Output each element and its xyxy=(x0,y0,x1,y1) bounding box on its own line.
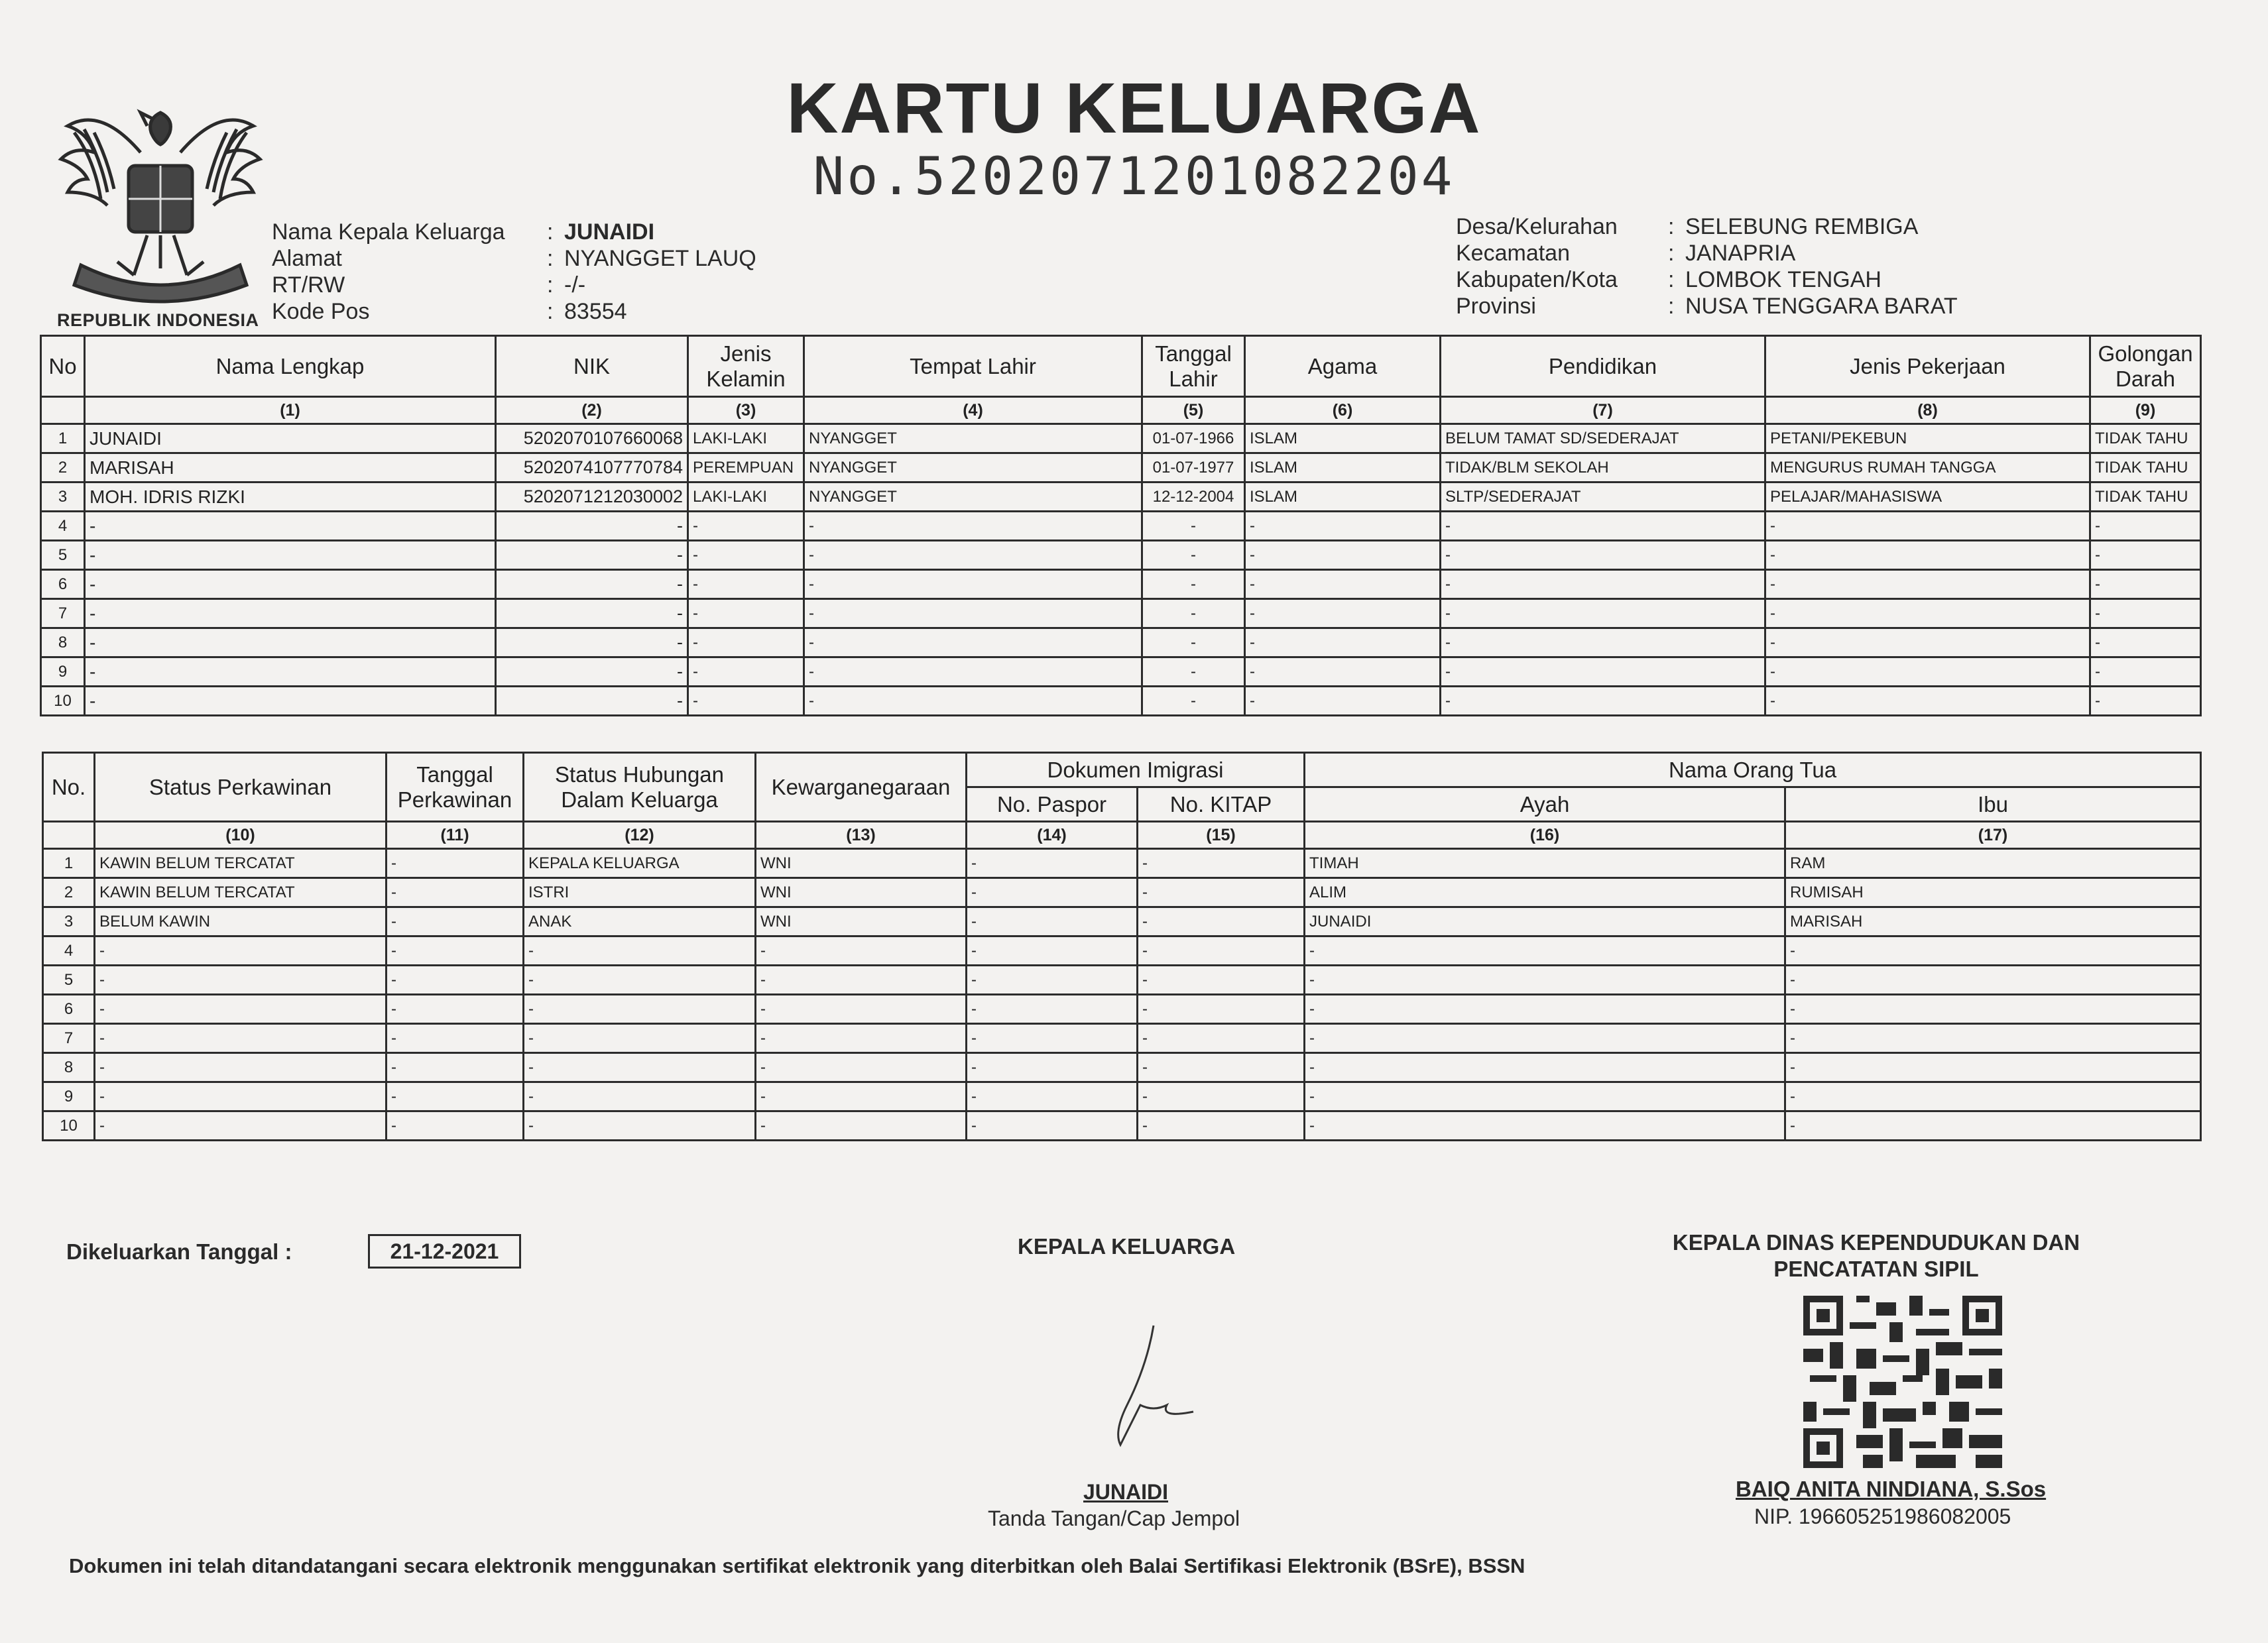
family-status-table xyxy=(42,752,2202,1141)
table-cell: - xyxy=(1245,657,1441,687)
info-value: SELEBUNG REMBIGA xyxy=(1685,214,1919,239)
table-cell: SLTP/SEDERAJAT xyxy=(1441,482,1765,512)
signature-caption: Tanda Tangan/Cap Jempol xyxy=(988,1506,1240,1530)
table-cell: ISLAM xyxy=(1245,424,1441,453)
column-number: (15) xyxy=(1138,822,1305,849)
table-cell: - xyxy=(496,657,688,687)
table-cell: - xyxy=(1305,1024,1785,1053)
table-cell: - xyxy=(1142,541,1245,570)
table-cell: PETANI/PEKEBUN xyxy=(1765,424,2090,453)
table-cell: - xyxy=(756,936,967,966)
column-header: Pendidikan xyxy=(1441,336,1765,397)
table-cell: - xyxy=(1138,907,1305,936)
table-cell: - xyxy=(85,570,496,599)
info-label: Kecamatan xyxy=(1456,241,1570,266)
table-cell: 9 xyxy=(41,657,85,687)
table-row xyxy=(41,657,2201,687)
table-cell: PEREMPUAN xyxy=(688,453,804,482)
column-number: (14) xyxy=(967,822,1138,849)
table-cell: TIDAK/BLM SEKOLAH xyxy=(1441,453,1765,482)
info-label: Desa/Kelurahan xyxy=(1456,214,1618,239)
table-cell: - xyxy=(804,512,1142,541)
column-number: (13) xyxy=(756,822,967,849)
table-cell: 2 xyxy=(43,878,95,907)
column-number: (4) xyxy=(804,397,1142,424)
table-cell: - xyxy=(387,1024,524,1053)
official-title-line: KEPALA DINAS KEPENDUDUKAN DAN xyxy=(1672,1230,2080,1255)
table-cell: - xyxy=(804,657,1142,687)
table-cell: - xyxy=(95,995,387,1024)
table-cell: - xyxy=(85,541,496,570)
table-cell: - xyxy=(804,599,1142,628)
table-cell: 6 xyxy=(43,995,95,1024)
table-cell: - xyxy=(1785,966,2201,995)
official-nip: NIP. 196605251986082005 xyxy=(1754,1504,2011,1528)
table-row xyxy=(43,936,2201,966)
table-cell: - xyxy=(1142,657,1245,687)
table-cell: 4 xyxy=(41,512,85,541)
table-cell: - xyxy=(688,628,804,657)
table-cell: - xyxy=(1138,849,1305,878)
table-cell: - xyxy=(1441,512,1765,541)
table-cell: - xyxy=(95,1024,387,1053)
table-cell: 8 xyxy=(43,1053,95,1082)
table-cell: - xyxy=(2090,687,2201,716)
column-number: (1) xyxy=(85,397,496,424)
column-number: (6) xyxy=(1245,397,1441,424)
info-value: -/- xyxy=(564,272,586,298)
head-of-family-title: KEPALA KELUARGA xyxy=(1018,1234,1236,1259)
table-cell: - xyxy=(967,1111,1138,1141)
table-cell: NYANGGET xyxy=(804,482,1142,512)
household-info-right xyxy=(1456,213,1958,319)
column-number: (2) xyxy=(496,397,688,424)
table-cell: 01-07-1966 xyxy=(1142,424,1245,453)
table-cell: WNI xyxy=(756,849,967,878)
table-cell: - xyxy=(1142,599,1245,628)
info-label: RT/RW xyxy=(272,272,345,298)
table-cell: - xyxy=(95,936,387,966)
table-cell: MENGURUS RUMAH TANGGA xyxy=(1765,453,2090,482)
info-label: Provinsi xyxy=(1456,294,1536,319)
head-of-family-name: JUNAIDI xyxy=(1083,1480,1169,1504)
table-cell: - xyxy=(688,512,804,541)
table-cell: BELUM TAMAT SD/SEDERAJAT xyxy=(1441,424,1765,453)
table-row xyxy=(41,541,2201,570)
table-cell: MARISAH xyxy=(1785,907,2201,936)
table-cell: - xyxy=(524,995,756,1024)
table-cell: 7 xyxy=(41,599,85,628)
column-number: (11) xyxy=(387,822,524,849)
table-cell: - xyxy=(85,657,496,687)
table-cell: TIDAK TAHU xyxy=(2090,453,2201,482)
table-row xyxy=(41,424,2201,453)
table-row xyxy=(43,907,2201,936)
emblem-caption: REPUBLIK INDONESIA xyxy=(57,310,259,330)
official-title-line: PENCATATAN SIPIL xyxy=(1773,1257,1979,1281)
table-cell: - xyxy=(1765,599,2090,628)
table-cell: - xyxy=(524,1082,756,1111)
table-row xyxy=(41,453,2201,482)
table-row xyxy=(43,1053,2201,1082)
info-row-province: Provinsi : NUSA TENGGARA BARAT xyxy=(1456,294,1958,319)
table-cell: - xyxy=(967,907,1138,936)
table-row xyxy=(41,628,2201,657)
table-cell: - xyxy=(1245,628,1441,657)
info-row-village: Desa/Kelurahan : SELEBUNG REMBIGA xyxy=(1456,214,1919,239)
table-cell: - xyxy=(496,628,688,657)
table-cell: - xyxy=(1138,1111,1305,1141)
column-header: Jenis Pekerjaan xyxy=(1765,336,2090,397)
table-cell: - xyxy=(1441,541,1765,570)
column-header: Ayah xyxy=(1305,787,1785,822)
table-cell: - xyxy=(967,936,1138,966)
table-cell: - xyxy=(496,512,688,541)
table-cell: - xyxy=(2090,657,2201,687)
info-value: 83554 xyxy=(564,299,627,324)
table-cell: - xyxy=(1245,512,1441,541)
family-card-number: No.5202071201082204 xyxy=(813,147,1455,207)
table-cell: - xyxy=(85,687,496,716)
table-cell: - xyxy=(688,687,804,716)
column-header: NIK xyxy=(496,336,688,397)
table-cell: - xyxy=(496,541,688,570)
table-cell: - xyxy=(95,1082,387,1111)
column-number-row xyxy=(41,397,2201,424)
table-cell: - xyxy=(1138,878,1305,907)
table-cell: - xyxy=(1138,936,1305,966)
info-label: Alamat xyxy=(272,246,342,271)
info-value: JUNAIDI xyxy=(564,219,655,245)
table-cell: - xyxy=(1138,1053,1305,1082)
column-header: Tempat Lahir xyxy=(804,336,1142,397)
table-cell: - xyxy=(804,570,1142,599)
table-cell: - xyxy=(1765,687,2090,716)
table-cell: - xyxy=(804,541,1142,570)
table-cell: - xyxy=(1765,512,2090,541)
table-cell: - xyxy=(387,878,524,907)
table-cell: 9 xyxy=(43,1082,95,1111)
table-cell: - xyxy=(1441,628,1765,657)
table-cell: LAKI-LAKI xyxy=(688,424,804,453)
table-cell: TIMAH xyxy=(1305,849,1785,878)
table-cell: - xyxy=(496,599,688,628)
table-cell: - xyxy=(967,966,1138,995)
table-row xyxy=(43,849,2201,878)
column-number: (3) xyxy=(688,397,804,424)
table-cell: - xyxy=(688,570,804,599)
column-header: No. xyxy=(43,753,95,822)
table-cell: - xyxy=(95,1111,387,1141)
table-cell: 8 xyxy=(41,628,85,657)
column-header: Tanggal Perkawinan xyxy=(387,753,524,822)
table-cell: - xyxy=(967,1082,1138,1111)
table-cell: - xyxy=(688,599,804,628)
issued-date-value: 21-12-2021 xyxy=(368,1234,521,1269)
table-cell: 4 xyxy=(43,936,95,966)
table-cell: - xyxy=(496,570,688,599)
table-cell: - xyxy=(1138,995,1305,1024)
column-header: No. KITAP xyxy=(1138,787,1305,822)
table-cell: KAWIN BELUM TERCATAT xyxy=(95,849,387,878)
table-cell: - xyxy=(387,936,524,966)
table-cell: 1 xyxy=(41,424,85,453)
table-cell: - xyxy=(1305,936,1785,966)
table-cell: - xyxy=(85,628,496,657)
official-title xyxy=(1671,1229,2082,1282)
table-cell: - xyxy=(1245,599,1441,628)
table-cell: ISTRI xyxy=(524,878,756,907)
column-header: Status Perkawinan xyxy=(95,753,387,822)
table-cell: - xyxy=(1305,995,1785,1024)
table-cell: - xyxy=(1245,570,1441,599)
table-cell: ALIM xyxy=(1305,878,1785,907)
table-header-row xyxy=(43,753,2201,787)
table-cell: 10 xyxy=(43,1111,95,1141)
table-cell: - xyxy=(95,966,387,995)
table-cell: NYANGGET xyxy=(804,453,1142,482)
table-row xyxy=(41,482,2201,512)
table-cell: 1 xyxy=(43,849,95,878)
info-row-postal-code: Kode Pos : 83554 xyxy=(272,299,627,324)
table-cell: KEPALA KELUARGA xyxy=(524,849,756,878)
table-cell: - xyxy=(387,907,524,936)
table-cell: - xyxy=(2090,570,2201,599)
table-cell: - xyxy=(524,1024,756,1053)
table-cell: - xyxy=(804,687,1142,716)
table-cell: - xyxy=(1785,995,2201,1024)
table-cell: 5202071212030002 xyxy=(496,482,688,512)
table-cell: TIDAK TAHU xyxy=(2090,482,2201,512)
table-cell: - xyxy=(85,512,496,541)
table-row xyxy=(43,878,2201,907)
table-cell: - xyxy=(524,966,756,995)
table-cell: - xyxy=(756,966,967,995)
table-cell: - xyxy=(1785,936,2201,966)
info-row-district: Kecamatan : JANAPRIA xyxy=(1456,241,1796,266)
info-value: NUSA TENGGARA BARAT xyxy=(1685,294,1958,319)
column-header: Agama xyxy=(1245,336,1441,397)
info-row-head-of-family: Nama Kepala Keluarga : JUNAIDI xyxy=(272,219,655,245)
electronic-signature-disclaimer: Dokumen ini telah ditandatangani secara elektronik menggunakan sertifikat elektronik yang diterbitkan oleh Balai Sertifikasi Elektronik (BSrE), BSSN xyxy=(69,1554,1525,1577)
table-cell: JUNAIDI xyxy=(85,424,496,453)
table-row xyxy=(41,570,2201,599)
table-cell: - xyxy=(1765,628,2090,657)
column-header: Status Hubungan Dalam Keluarga xyxy=(524,753,756,822)
table-cell: - xyxy=(2090,599,2201,628)
table-cell: - xyxy=(95,1053,387,1082)
table-cell: - xyxy=(1305,966,1785,995)
table-cell: - xyxy=(688,657,804,687)
table-cell: 5 xyxy=(41,541,85,570)
column-header: Ibu xyxy=(1785,787,2201,822)
column-header: Jenis Kelamin xyxy=(688,336,804,397)
table-cell: BELUM KAWIN xyxy=(95,907,387,936)
document-title: KARTU KELUARGA xyxy=(786,68,1482,148)
family-members-table xyxy=(40,335,2202,716)
column-header: No. Paspor xyxy=(967,787,1138,822)
table-cell: - xyxy=(1441,657,1765,687)
table-cell: - xyxy=(756,1082,967,1111)
table-cell: - xyxy=(1441,599,1765,628)
table-cell: - xyxy=(2090,628,2201,657)
table-cell: - xyxy=(1142,687,1245,716)
table-cell: 5 xyxy=(43,966,95,995)
table-cell: 3 xyxy=(43,907,95,936)
info-value: LOMBOK TENGAH xyxy=(1685,267,1881,292)
handwritten-signature-icon xyxy=(1101,1319,1200,1451)
table-cell: - xyxy=(524,1111,756,1141)
table-cell: - xyxy=(967,878,1138,907)
table-cell: - xyxy=(524,936,756,966)
table-row xyxy=(43,1082,2201,1111)
table-cell: RAM xyxy=(1785,849,2201,878)
column-header: Nama Lengkap xyxy=(85,336,496,397)
table-row xyxy=(41,512,2201,541)
table-cell: 10 xyxy=(41,687,85,716)
table-cell: - xyxy=(1785,1053,2201,1082)
column-number: (17) xyxy=(1785,822,2201,849)
table-row xyxy=(43,966,2201,995)
table-cell: ISLAM xyxy=(1245,453,1441,482)
column-number-row xyxy=(43,822,2201,849)
table-cell: - xyxy=(1765,570,2090,599)
official-name: BAIQ ANITA NINDIANA, S.Sos xyxy=(1736,1477,2047,1501)
table-cell: - xyxy=(1138,1082,1305,1111)
issued-date-label: Dikeluarkan Tanggal : xyxy=(66,1239,292,1264)
table-cell: 2 xyxy=(41,453,85,482)
info-label: Kode Pos xyxy=(272,299,370,324)
table-cell: 5202070107660068 xyxy=(496,424,688,453)
info-label: Kabupaten/Kota xyxy=(1456,267,1618,292)
table-cell: - xyxy=(1138,1024,1305,1053)
column-header: No xyxy=(41,336,85,397)
table-cell: - xyxy=(496,687,688,716)
info-value: NYANGGET LAUQ xyxy=(564,246,756,271)
table-cell: LAKI-LAKI xyxy=(688,482,804,512)
column-group-header: Nama Orang Tua xyxy=(1305,753,2201,787)
table-row xyxy=(41,687,2201,716)
table-cell: - xyxy=(387,966,524,995)
table-cell: TIDAK TAHU xyxy=(2090,424,2201,453)
table-cell: - xyxy=(756,1053,967,1082)
info-label: Nama Kepala Keluarga xyxy=(272,219,505,245)
table-cell: 5202074107770784 xyxy=(496,453,688,482)
table-row xyxy=(41,599,2201,628)
table-header-row xyxy=(41,336,2201,397)
table-cell: - xyxy=(967,849,1138,878)
table-row xyxy=(43,1024,2201,1053)
table-cell: 7 xyxy=(43,1024,95,1053)
table-cell: - xyxy=(1785,1024,2201,1053)
household-info-left xyxy=(272,219,756,325)
table-cell: - xyxy=(1765,541,2090,570)
table-cell: - xyxy=(1245,687,1441,716)
table-cell: - xyxy=(1142,628,1245,657)
table-cell: KAWIN BELUM TERCATAT xyxy=(95,878,387,907)
table-cell: 12-12-2004 xyxy=(1142,482,1245,512)
table-cell: 3 xyxy=(41,482,85,512)
table-cell: - xyxy=(387,995,524,1024)
column-header: Golongan Darah xyxy=(2090,336,2201,397)
column-group-header: Dokumen Imigrasi xyxy=(967,753,1305,787)
column-number: (8) xyxy=(1765,397,2090,424)
table-cell: - xyxy=(2090,512,2201,541)
table-cell: - xyxy=(1785,1111,2201,1141)
table-cell: - xyxy=(1785,1082,2201,1111)
table-cell: - xyxy=(1138,966,1305,995)
column-number: (10) xyxy=(95,822,387,849)
table-cell: - xyxy=(967,995,1138,1024)
table-cell: - xyxy=(85,599,496,628)
table-cell: - xyxy=(1305,1053,1785,1082)
table-row xyxy=(43,995,2201,1024)
table-cell: - xyxy=(756,1111,967,1141)
column-number: (12) xyxy=(524,822,756,849)
column-header: Tanggal Lahir xyxy=(1142,336,1245,397)
table-cell: - xyxy=(967,1053,1138,1082)
table-cell: - xyxy=(387,1053,524,1082)
table-cell: - xyxy=(688,541,804,570)
table-cell: - xyxy=(387,1111,524,1141)
table-cell: MARISAH xyxy=(85,453,496,482)
table-cell: - xyxy=(804,628,1142,657)
table-cell: - xyxy=(387,849,524,878)
table-cell: MOH. IDRIS RIZKI xyxy=(85,482,496,512)
table-cell: - xyxy=(1765,657,2090,687)
table-cell: WNI xyxy=(756,878,967,907)
table-cell: - xyxy=(524,1053,756,1082)
table-cell: - xyxy=(756,1024,967,1053)
table-cell: - xyxy=(756,995,967,1024)
column-number: (7) xyxy=(1441,397,1765,424)
table-cell: - xyxy=(2090,541,2201,570)
info-row-rt-rw: RT/RW : -/- xyxy=(272,272,586,298)
info-value: JANAPRIA xyxy=(1685,241,1796,266)
column-number: (9) xyxy=(2090,397,2201,424)
table-cell: JUNAIDI xyxy=(1305,907,1785,936)
table-cell: - xyxy=(1441,687,1765,716)
table-cell: ISLAM xyxy=(1245,482,1441,512)
info-row-address: Alamat : NYANGGET LAUQ xyxy=(272,246,756,271)
table-cell: NYANGGET xyxy=(804,424,1142,453)
table-cell: 01-07-1977 xyxy=(1142,453,1245,482)
table-cell: PELAJAR/MAHASISWA xyxy=(1765,482,2090,512)
column-header: Kewarganegaraan xyxy=(756,753,967,822)
table-row xyxy=(43,1111,2201,1141)
info-row-regency: Kabupaten/Kota : LOMBOK TENGAH xyxy=(1456,267,1881,292)
table-cell: ANAK xyxy=(524,907,756,936)
table-cell: - xyxy=(1441,570,1765,599)
qr-code-icon xyxy=(1803,1296,2002,1468)
table-cell: RUMISAH xyxy=(1785,878,2201,907)
table-cell: - xyxy=(387,1082,524,1111)
table-cell: - xyxy=(1142,512,1245,541)
table-cell: - xyxy=(1245,541,1441,570)
table-cell: - xyxy=(1142,570,1245,599)
table-cell: - xyxy=(1305,1082,1785,1111)
table-cell: 6 xyxy=(41,570,85,599)
table-cell: - xyxy=(967,1024,1138,1053)
table-cell: - xyxy=(1305,1111,1785,1141)
table-cell: WNI xyxy=(756,907,967,936)
column-number: (5) xyxy=(1142,397,1245,424)
column-number: (16) xyxy=(1305,822,1785,849)
